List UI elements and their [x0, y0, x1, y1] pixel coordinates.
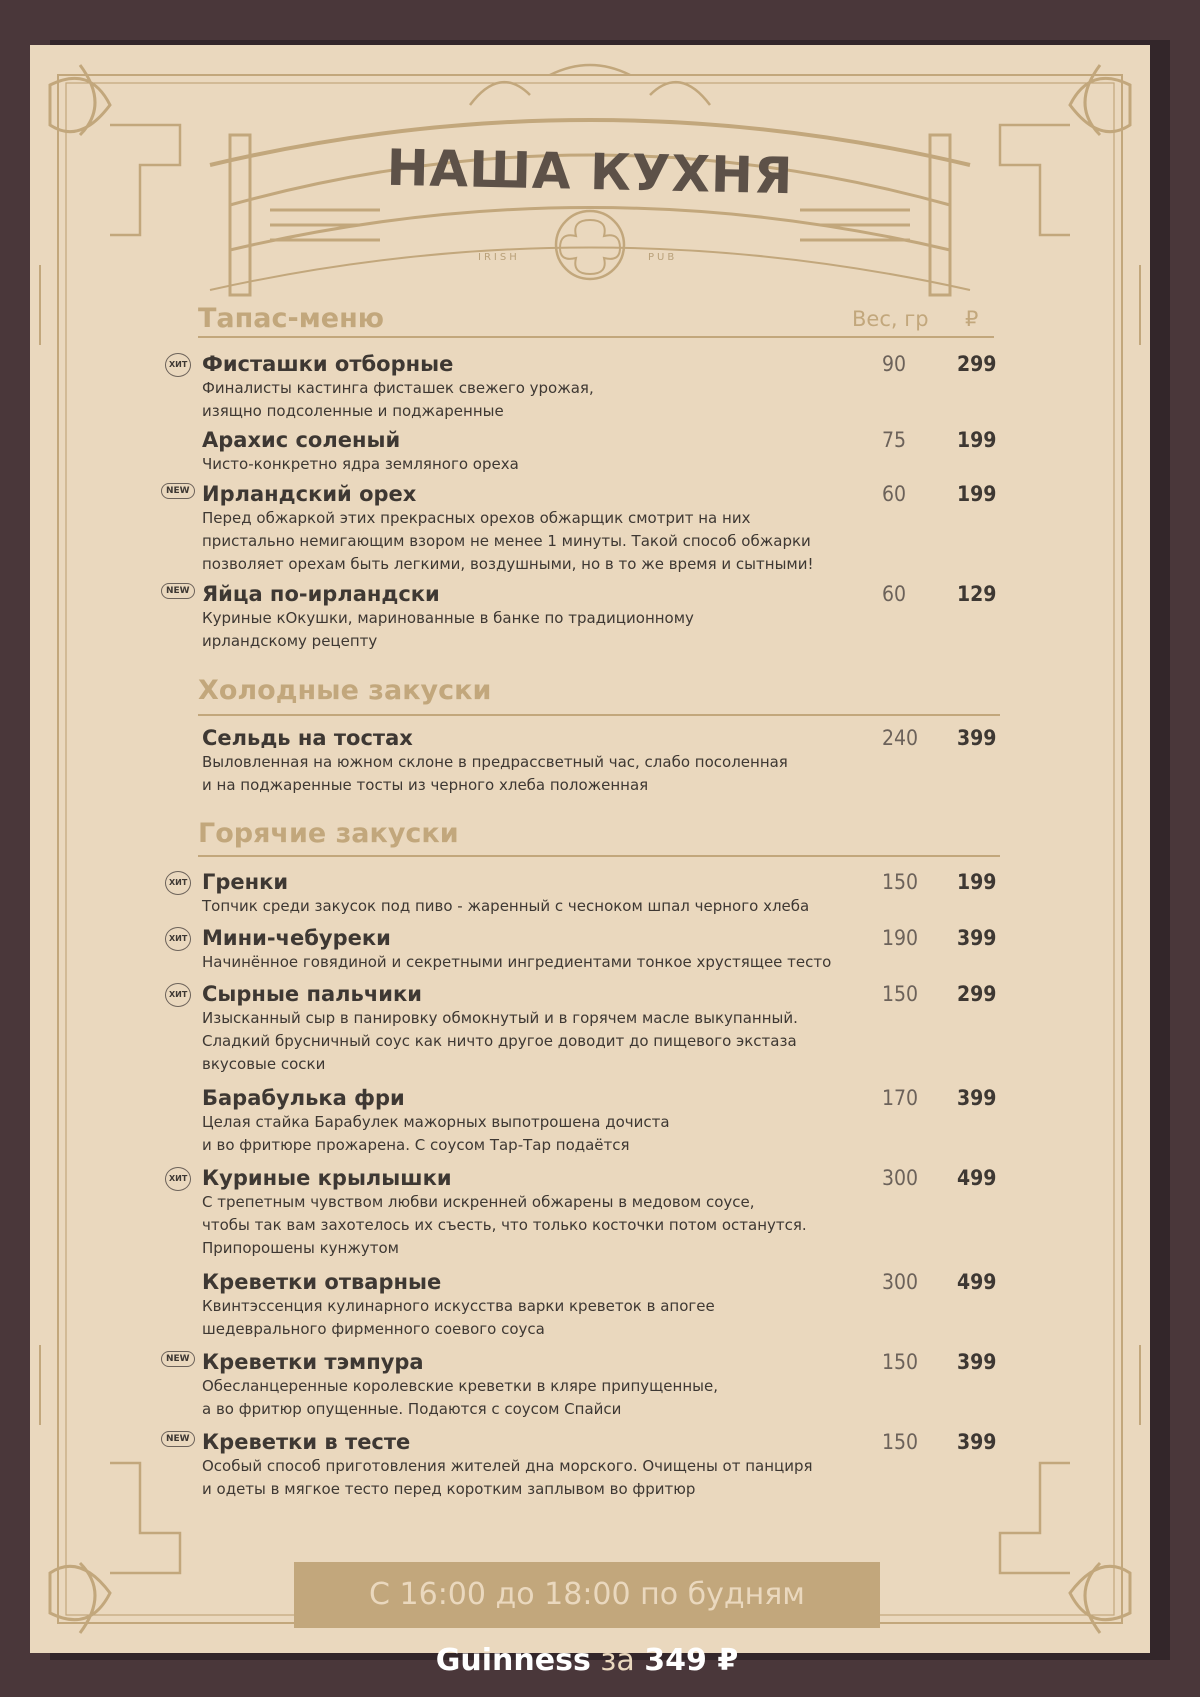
item-description: Целая стайка Барабулек мажорных выпотрошена дочиста и во фритюре прожарена. С соусом Тар-Тар подаётся [202, 1113, 670, 1154]
item-price: 129 [957, 582, 997, 606]
menu-item [202, 1269, 1022, 1341]
item-price: 199 [957, 428, 997, 452]
item-name: Яйца по-ирландски [202, 582, 440, 606]
item-description: Начинённое говядиной и секретными ингредиентами тонкое хрустящее тесто [202, 953, 832, 971]
item-price: 399 [957, 1350, 997, 1374]
item-name: Сырные пальчики [202, 982, 422, 1006]
item-description: Перед обжаркой этих прекрасных орехов обжарщик смотрит на них пристально немигающим взором не менее 1 минуты. Такой способ обжарки позволяет орехам быть легкими, воздушными, но в то же время и сытными! [202, 509, 814, 573]
column-header-weight: Вес, гр [852, 307, 929, 331]
item-description: Квинтэссенция кулинарного искусства варки креветок в апогее шедеврального фирменного соевого соуса [202, 1297, 715, 1338]
item-price: 399 [957, 1430, 997, 1454]
menu-title: НАША КУХНЯ [386, 138, 794, 206]
item-weight: 150 [882, 1350, 919, 1374]
new-badge-icon: NEW [161, 483, 195, 499]
promo-banner [294, 1562, 880, 1678]
hit-badge-icon: ХИТ [165, 983, 191, 1007]
item-price: 399 [957, 1086, 997, 1110]
menu-item [202, 725, 1022, 797]
item-price: 299 [957, 352, 997, 376]
item-description: Выловленная на южном склоне в предрассветный час, слабо посоленная и на поджаренные тосты из черного хлеба положенная [202, 753, 788, 794]
item-description: Обесланцеренные королевские креветки в кляре припущенные, а во фритюр опущенные. Подаются с соусом Спайси [202, 1377, 718, 1418]
new-badge-icon: NEW [161, 1431, 195, 1447]
logo-text-left: IRISH [478, 252, 520, 263]
menu-item [202, 1085, 1022, 1157]
item-name: Ирландский орех [202, 482, 417, 506]
item-weight: 150 [882, 1430, 919, 1454]
promo-price: 349 ₽ [644, 1643, 739, 1678]
hit-badge-icon: ХИТ [165, 353, 191, 377]
item-weight: 240 [882, 726, 919, 750]
menu-item [166, 1429, 1022, 1501]
hit-badge-icon: ХИТ [165, 871, 191, 895]
hit-badge-icon: ХИТ [165, 927, 191, 951]
item-name: Барабулька фри [202, 1086, 405, 1110]
item-name: Креветки тэмпура [202, 1350, 424, 1374]
item-price: 399 [957, 726, 997, 750]
new-badge-icon: NEW [161, 1351, 195, 1367]
section-divider [198, 855, 1000, 857]
item-name: Куриные крылышки [202, 1166, 452, 1190]
item-weight: 60 [882, 582, 907, 606]
item-price: 199 [957, 482, 997, 506]
item-weight: 60 [882, 482, 907, 506]
menu-item [166, 481, 1022, 576]
menu-item [169, 869, 1022, 918]
logo-text-right: PUB [648, 252, 678, 263]
menu-item [169, 981, 1022, 1076]
promo-text: С 16:00 до 18:00 по будням [369, 1577, 805, 1612]
menu-item [166, 1349, 1022, 1421]
item-name: Гренки [202, 870, 289, 894]
new-badge-icon: NEW [161, 583, 195, 599]
item-price: 499 [957, 1270, 997, 1294]
item-price: 499 [957, 1166, 997, 1190]
item-weight: 150 [882, 982, 919, 1006]
item-price: 199 [957, 870, 997, 894]
item-weight: 150 [882, 870, 919, 894]
item-price: 299 [957, 982, 997, 1006]
item-price: 399 [957, 926, 997, 950]
item-name: Фисташки отборные [202, 352, 454, 376]
promo-mid: за [590, 1643, 645, 1678]
item-name: Мини-чебуреки [202, 926, 391, 950]
menu-item [166, 581, 1022, 653]
menu-item [169, 351, 1022, 423]
item-weight: 190 [882, 926, 919, 950]
item-description: Особый способ приготовления жителей дна морского. Очищены от панциря и одеты в мягкое тесто перед коротким заплывом во фритюр [202, 1457, 813, 1498]
item-name: Креветки в тесте [202, 1430, 411, 1454]
item-description: Изысканный сыр в панировку обмокнутый и в горячем масле выкупанный. Сладкий брусничный соус как ничто другое доводит до пищевого экстаза вкусовые соски [202, 1009, 798, 1073]
section-title-tapas: Тапас-меню [198, 303, 385, 334]
promo-brand: Guinness [435, 1643, 591, 1678]
item-name: Креветки отварные [202, 1270, 442, 1294]
menu-item [169, 1165, 1022, 1260]
item-name: Арахис соленый [202, 428, 401, 452]
menu-item [169, 925, 1022, 974]
section-divider [198, 336, 994, 338]
item-weight: 170 [882, 1086, 919, 1110]
item-weight: 75 [882, 428, 907, 452]
section-divider [198, 714, 1000, 716]
item-weight: 90 [882, 352, 907, 376]
item-name: Сельдь на тостах [202, 726, 413, 750]
section-title-hot: Горячие закуски [198, 818, 459, 849]
item-description: Финалисты кастинга фисташек свежего урожая, изящно подсоленные и поджаренные [202, 379, 594, 420]
item-description: С трепетным чувством любви искренней обжарены в медовом соусе, чтобы так вам захотелось их съесть, что только косточки потом останутся. Припорошены кунжутом [202, 1193, 807, 1257]
menu-page [30, 45, 1150, 1678]
item-description: Чисто-конкретно ядра земляного ореха [202, 455, 519, 473]
section-title-cold: Холодные закуски [198, 675, 492, 706]
menu-item [202, 427, 1022, 476]
column-header-price: ₽ [965, 307, 979, 331]
hit-badge-icon: ХИТ [165, 1167, 191, 1191]
item-weight: 300 [882, 1270, 919, 1294]
item-description: Куриные кОкушки, маринованные в банке по традиционному ирландскому рецепту [202, 609, 694, 650]
item-description: Топчик среди закусок под пиво - жаренный с чесноком шпал черного хлеба [202, 897, 810, 915]
item-weight: 300 [882, 1166, 919, 1190]
